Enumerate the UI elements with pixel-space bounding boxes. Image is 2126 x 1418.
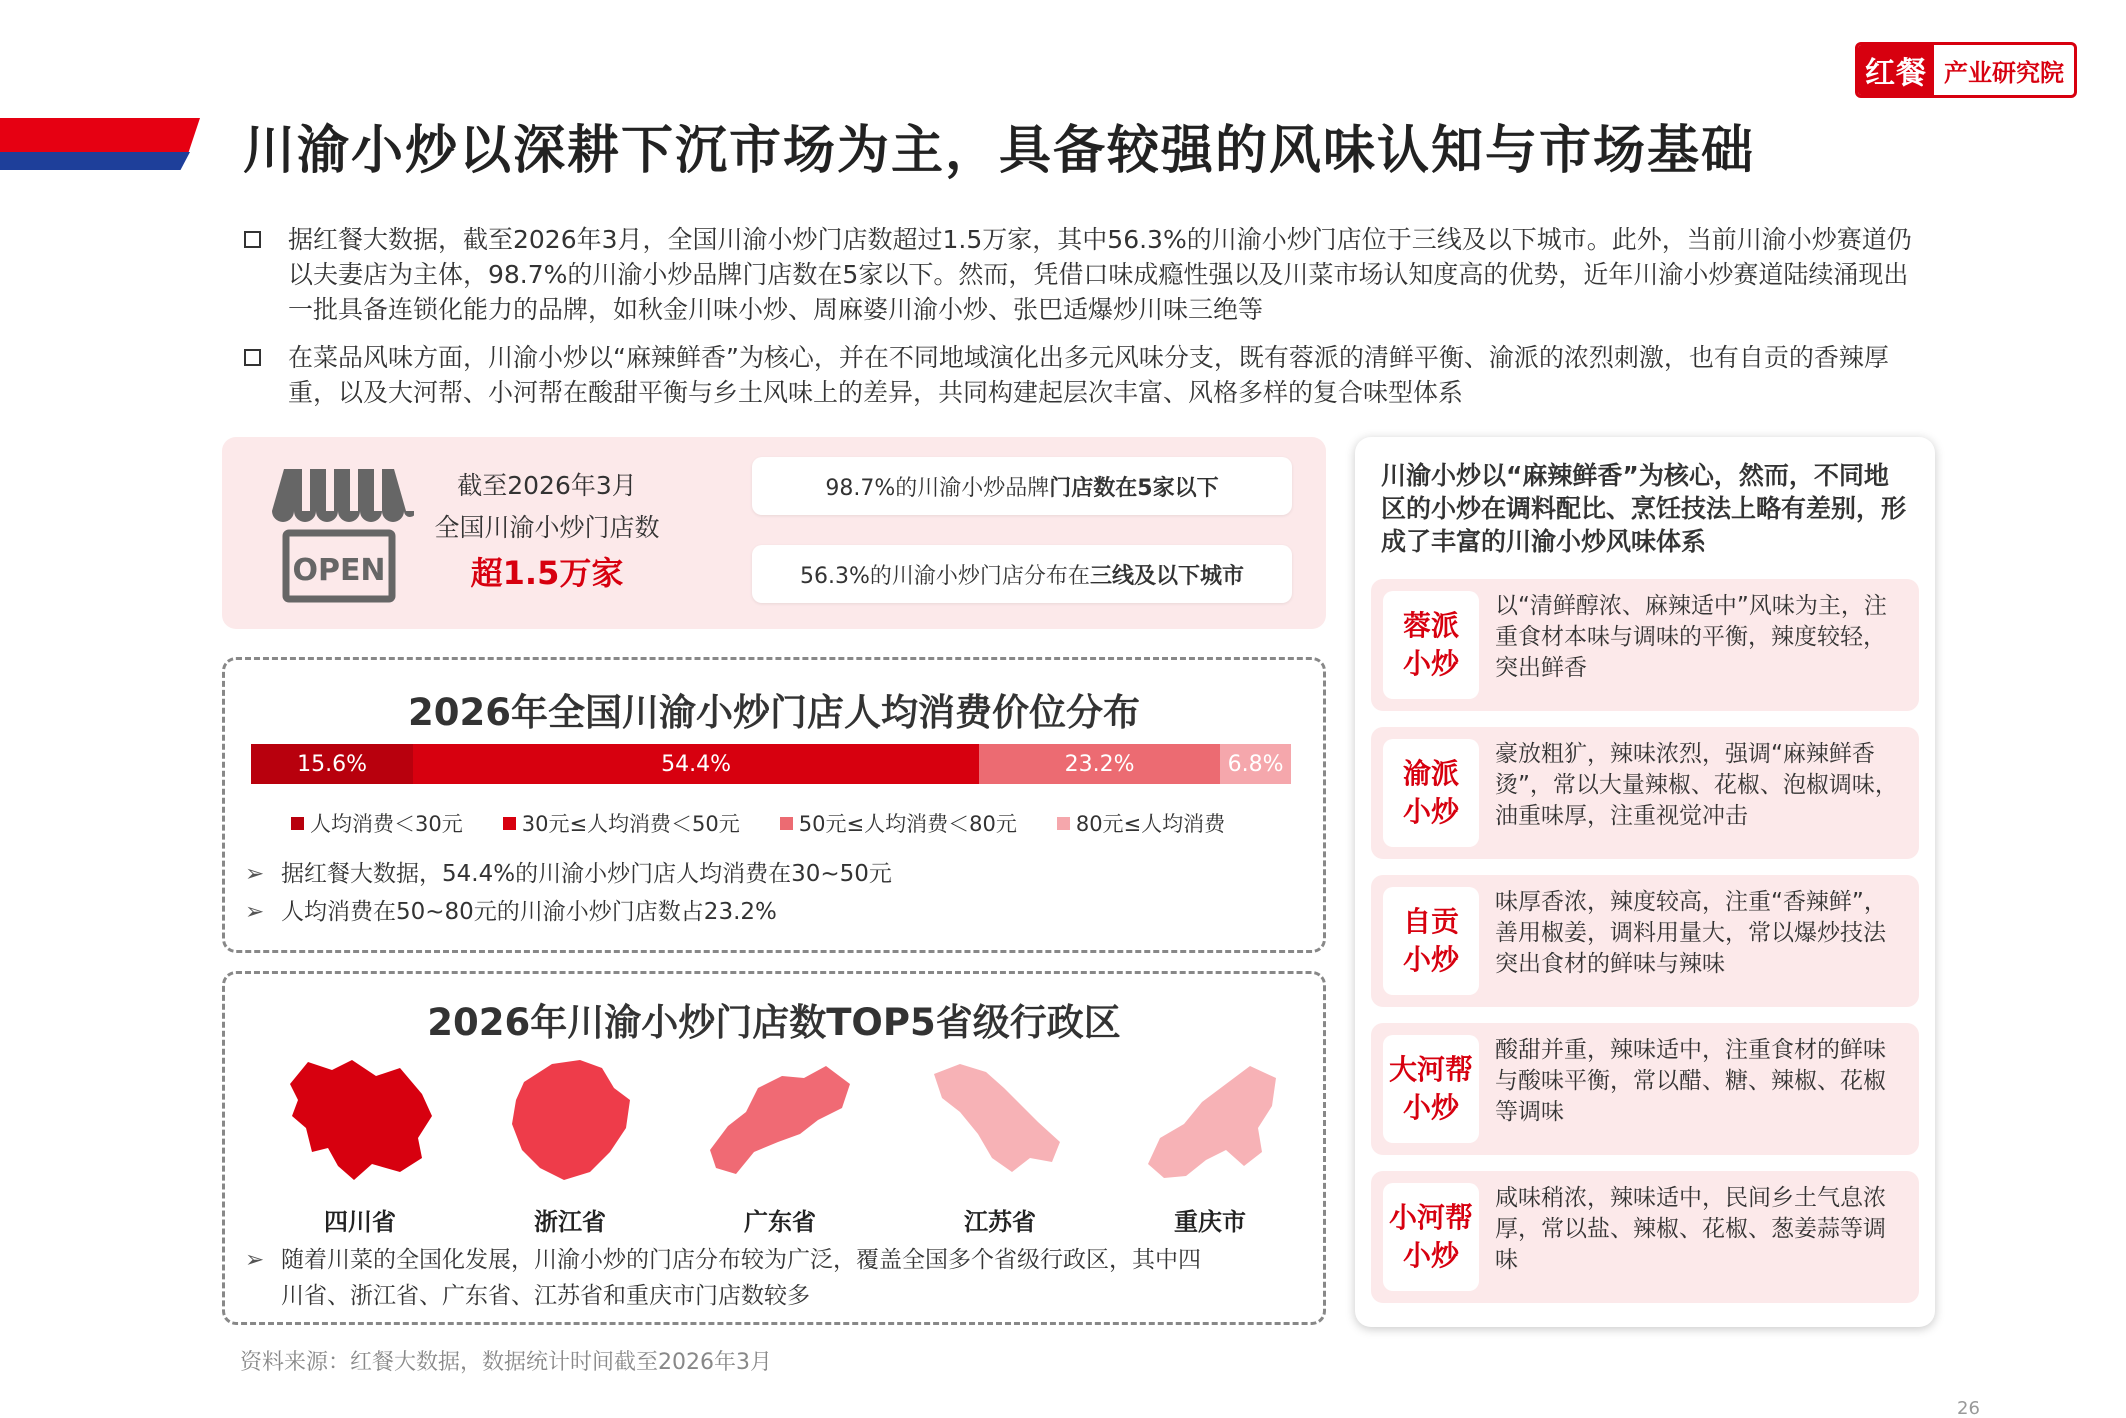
province-label: 江苏省	[964, 1208, 1036, 1236]
flavor-name: 大河帮 小炒	[1383, 1035, 1479, 1143]
bar-segment-1: 15.6%	[251, 744, 413, 784]
flavor-name: 渝派 小炒	[1383, 739, 1479, 847]
legend-label: 50元≤人均消费＜80元	[798, 812, 1017, 836]
logo-text: 产业研究院	[1944, 58, 2064, 87]
flavor-system-panel	[1355, 437, 1935, 1327]
brand-logo	[1855, 42, 2077, 98]
flavor-description: 以“清鲜醇浓、麻辣适中”风味为主，注重食材本味与调味的平衡，辣度较轻，突出鲜香	[1495, 593, 1887, 681]
legend-item	[503, 808, 740, 838]
bullet-square-icon	[244, 231, 261, 248]
legend-item	[291, 808, 463, 838]
province-top5-box	[222, 971, 1326, 1325]
flavor-card-yupai	[1371, 727, 1919, 859]
source-note: 资料来源：红餐大数据，数据统计时间截至2026年3月	[240, 1350, 772, 1375]
bullet-square-icon	[244, 349, 261, 366]
bullet-text: 据红餐大数据，截至2026年3月，全国川渝小炒门店数超过1.5万家，其中56.3%的川渝小炒门店位于三线及以下城市。此外，当前川渝小炒赛道仍以夫妻店为主体，98.7%的川渝小炒品牌门店数在5家以下。然而，凭借口味成瘾性强以及川菜市场认知度高的优势，近年川渝小炒赛道陆续涌现出一批具备连锁化能力的品牌，如秋金川味小炒、周麻婆川渝小炒、张巴适爆炒川味三绝等	[288, 225, 1912, 324]
province-chongqing	[1125, 1054, 1295, 1237]
stat-pill-city-tier	[752, 545, 1292, 603]
stat-store-count: 超1.5万家	[470, 554, 624, 592]
store-stats-panel	[222, 437, 1326, 629]
province-chart-title: 2026年川渝小炒门店数TOP5省级行政区	[427, 1001, 1121, 1044]
legend-label: 30元≤人均消费＜50元	[521, 812, 740, 836]
logo-mark: 红餐	[1858, 45, 1934, 95]
bar-segment-3: 23.2%	[979, 744, 1220, 784]
pill-text: 98.7%的川渝小炒品牌	[825, 475, 1050, 501]
store-count-block	[427, 465, 667, 597]
province-zhejiang	[485, 1054, 655, 1237]
pill-emphasis: 三线及以下城市	[1089, 563, 1244, 589]
flavor-description: 豪放粗犷，辣味浓烈，强调“麻辣鲜香烫”，常以大量辣椒、花椒、泡椒调味，油重味厚，注重视觉冲击	[1495, 741, 1898, 829]
flavor-description: 味厚香浓，辣度较高，注重“香辣鲜”，善用椒姜，调料用量大，常以爆炒技法突出食材的鲜味与辣味	[1495, 889, 1887, 977]
legend-swatch	[291, 817, 304, 830]
stacked-bar	[251, 744, 1291, 784]
province-label: 重庆市	[1174, 1208, 1246, 1236]
bullet-text: 在菜品风味方面，川渝小炒以“麻辣鲜香”为核心，并在不同地域演化出多元风味分支，既有蓉派的清鲜平衡、渝派的浓烈刺激，也有自贡的香辣厚重，以及大河帮、小河帮在酸甜平衡与乡土风味上的差异，共同构建起层次丰富、风格多样的复合味型体系	[288, 343, 1889, 407]
page-title: 川渝小炒以深耕下沉市场为主，具备较强的风味认知与市场基础	[243, 121, 1756, 181]
flavor-name: 自贡 小炒	[1383, 887, 1479, 995]
legend-label: 人均消费＜30元	[310, 812, 463, 836]
note-text: 人均消费在50~80元的川渝小炒门店数占23.2%	[281, 899, 777, 925]
jiangsu-map-icon	[920, 1054, 1080, 1184]
legend-item	[1057, 808, 1225, 838]
price-note-1	[245, 856, 892, 892]
province-jiangsu	[915, 1054, 1085, 1237]
title-banner-blue	[0, 152, 190, 170]
sichuan-map-icon	[280, 1054, 440, 1184]
flavor-name: 蓉派 小炒	[1383, 591, 1479, 699]
flavor-description: 酸甜并重，辣味适中，注重食材的鲜味与酸味平衡，常以醋、糖、辣椒、花椒等调味	[1495, 1037, 1886, 1125]
legend-label: 80元≤人均消费	[1075, 812, 1226, 836]
storefront-icon	[264, 459, 414, 609]
arrow-bullet-icon: ➢	[245, 899, 265, 925]
flavor-panel-heading: 川渝小炒以“麻辣鲜香”为核心，然而，不同地区的小炒在调料配比、烹饪技法上略有差别，形成了丰富的川渝小炒风味体系	[1381, 461, 1907, 556]
guangdong-map-icon	[700, 1054, 860, 1184]
chart-legend	[291, 808, 1225, 838]
title-banner-red	[0, 118, 200, 154]
chongqing-map-icon	[1130, 1054, 1290, 1184]
stat-date: 截至2026年3月	[457, 471, 637, 500]
zhejiang-map-icon	[490, 1054, 650, 1184]
province-label: 四川省	[324, 1208, 396, 1236]
province-label: 广东省	[744, 1208, 816, 1236]
bullet-paragraph-1	[244, 222, 1924, 327]
province-label: 浙江省	[534, 1208, 606, 1236]
pill-text: 56.3%的川渝小炒门店分布在	[800, 563, 1090, 589]
flavor-description: 咸味稍浓，辣味适中，民间乡土气息浓厚，常以盐、辣椒、花椒、葱姜蒜等调味	[1495, 1185, 1886, 1273]
arrow-bullet-icon: ➢	[245, 861, 265, 887]
price-chart-title: 2026年全国川渝小炒门店人均消费价位分布	[408, 691, 1140, 734]
note-text-continued: 川省、浙江省、广东省、江苏省和重庆市门店数较多	[281, 1283, 810, 1309]
province-guangdong	[695, 1054, 865, 1237]
pill-emphasis: 门店数在5家以下	[1049, 475, 1219, 501]
note-text: 随着川菜的全国化发展，川渝小炒的门店分布较为广泛，覆盖全国多个省级行政区，其中四	[281, 1247, 1201, 1273]
flavor-name: 小河帮 小炒	[1383, 1183, 1479, 1291]
bullet-paragraph-2	[244, 340, 1924, 410]
price-distribution-box	[222, 657, 1326, 953]
province-sichuan	[275, 1054, 445, 1237]
legend-swatch	[503, 817, 516, 830]
page-number: 26	[1957, 1398, 1980, 1418]
legend-swatch	[1057, 817, 1070, 830]
bar-segment-2: 54.4%	[413, 744, 979, 784]
legend-swatch	[780, 817, 793, 830]
bar-segment-4: 6.8%	[1220, 744, 1291, 784]
flavor-card-xiaohebang	[1371, 1171, 1919, 1303]
flavor-card-rongpai	[1371, 579, 1919, 711]
price-note-2	[245, 894, 777, 930]
arrow-bullet-icon: ➢	[245, 1247, 265, 1273]
province-note	[245, 1242, 1305, 1314]
flavor-card-zigong	[1371, 875, 1919, 1007]
stat-caption: 全国川渝小炒门店数	[434, 513, 660, 542]
open-sign-label: OPEN	[292, 553, 386, 588]
flavor-card-dahebang	[1371, 1023, 1919, 1155]
stat-pill-brand-size	[752, 457, 1292, 515]
legend-item	[780, 808, 1017, 838]
province-maps	[275, 1054, 1275, 1244]
note-text: 据红餐大数据，54.4%的川渝小炒门店人均消费在30~50元	[281, 861, 892, 887]
